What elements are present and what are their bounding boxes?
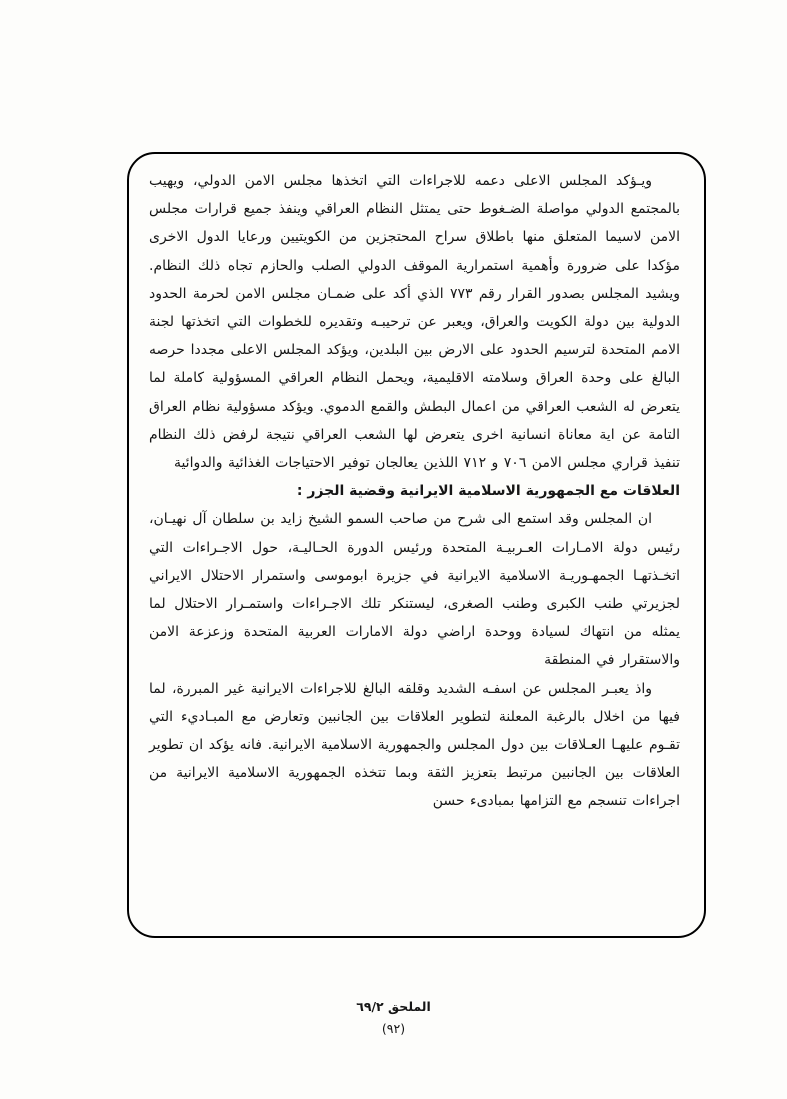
paragraph-iraq-resolutions: ويـؤكد المجلس الاعلى دعمه للاجراءات التي اتخذها مجلس الامن الدولي، ويهيب بالمجتمع الدولي مواصلة الضـغوط حتى يمتثل النظام العراقي وينفذ جميع قرارات مجلس الامن لاسيما المتعلق منها باطلاق سراح المحتجزين من الكويتيين ورعايا الدول الاخرى مؤكدا على ضرورة وأهمية استمرارية الموقف الدولي الصلب والحازم تجاه ذلك النظام. ويشيد المجلس بصدور القرار رقم ٧٧٣ الذي أكد على ضمـان مجلس الامن لحرمة الحدود الدولية بين دولة الكويت والعراق، ويعبر عن ترحيبـه وتقديره للخطوات التي اتخذتها لجنة الامم المتحدة لترسيم الحدود على الارض بين البلدين، ويؤكد المجلس الاعلى مجددا حرصه البالغ على وحدة العراق وسلامته الاقليمية، ويحمل النظام العراقي المسؤولية كاملة لما يتعرض له الشعب العراقي من اعمال البطش والقمع الدموي. ويؤكد مسؤولية نظام العراق التامة عن اية معاناة انسانية اخرى يتعرض لها الشعب العراقي نتيجة لرفض ذلك النظام تنفيذ قراري مجلس الامن ٧٠٦ و ٧١٢ اللذين يعالجان توفير الاحتياجات الغذائية والدوائية <box>149 173 680 472</box>
paragraph-council-regret: واذ يعبـر المجلس عن اسفـه الشديد وقلقه البالغ للاجراءات الايرانية غير المبررة، لما فيها من اخلال بالرغبة المعلنة لتطوير العلاقات بين الجانبين وتعارض مع المبـاديء التي تقـوم عليهـا العـلاقات بين دول المجلس والجمهورية الاسلامية الايرانية. فانه يؤكد ان تطوير العلاقات بين الجانبين مرتبط بتعزيز الثقة وبما تتخذه الجمهورية الاسلامية الايرانية من اجراءات تنسجم مع التزامها بمبادىء حسن <box>149 680 680 810</box>
text-border-box <box>127 152 706 938</box>
page-number: (٩٢) <box>381 1021 406 1036</box>
appendix-label: الملحق ٦٩/٢ <box>356 999 431 1014</box>
paragraph-sheikh-zayed-islands: ان المجلس وقد استمع الى شرح من صاحب السمو الشيخ زايد بن سلطان آل نهيـان، رئيس دولة الامـارات العـربيـة المتحدة ورئيس الدورة الحـاليـة، حول الاجـراءات التي اتخـذتهـا الجمهـوريـة الاسلامية الايرانية في جزيرة ابوموسى واستمرار الاحتلال الايراني لجزيرتي طنب الكبرى وطنب الصغرى، ليستنكر تلك الاجـراءات واستمـرار الاحتلال لما يمثله من انتهاك لسيادة ووحدة اراضي دولة الامارات العربية المتحدة وزعزعة الامن والاستقرار في المنطقة <box>149 511 680 669</box>
page-footer <box>0 999 787 1036</box>
section-heading-iran-islands: العلاقات مع الجمهورية الاسلامية الايرانية وقضية الجزر : <box>296 483 680 500</box>
